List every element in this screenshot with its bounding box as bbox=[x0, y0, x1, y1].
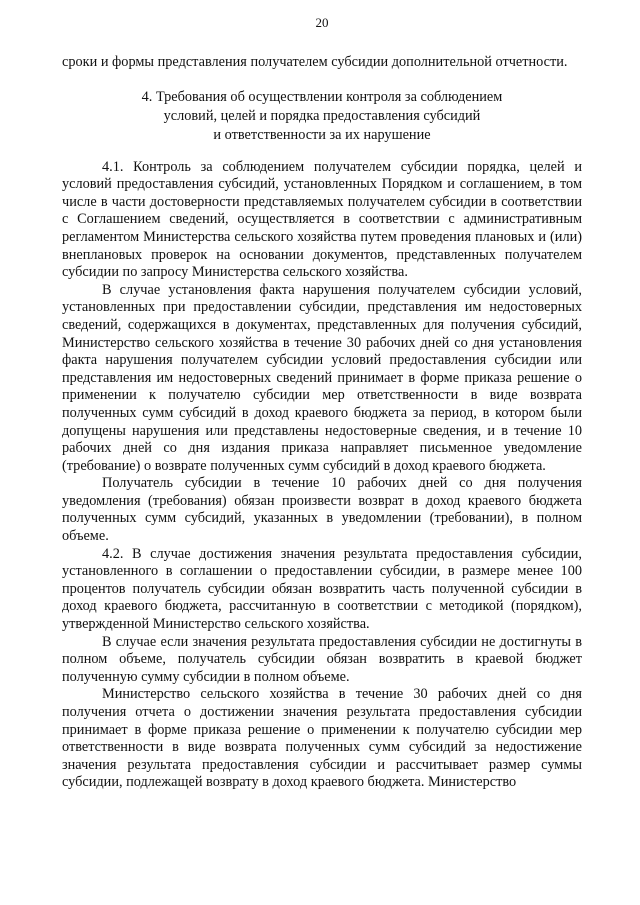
section-heading: 4. Требования об осуществлении контроля за соблюдением условий, целей и порядка предоставления субсидий и ответственности за их нарушение bbox=[141, 88, 503, 143]
paragraph-4-1: 4.1. Контроль за соблюдением получателем субсидии порядка, целей и условий предоставления субсидий, установленных Порядком и соглашением, в том числе в части достоверности представляемых получателем субсидии в соответствии с Соглашением сведений, осуществляется в соответствии с административным регламентом Министерства сельского хозяйства путем проведения плановых и (или) внеплановых проверок на основании документов, представленных получателем субсидии по запросу Министерства сельского хозяйства. bbox=[62, 158, 582, 281]
paragraph-not-achieved: В случае если значения результата предоставления субсидии не достигнуты в полном объеме, получатель субсидии обязан возвратить в краевой бюджет полученную сумму субсидии в полном объеме. bbox=[62, 633, 582, 685]
paragraph-refund: Получатель субсидии в течение 10 рабочих дней со дня получения уведомления (требования) обязан произвести возврат в доход краевого бюджета полученных сумм субсидий, указанных в уведомлении (требовании), в полном объеме. bbox=[62, 475, 582, 545]
paragraph-4-2: 4.2. В случае достижения значения результата предоставления субсидии, установленного в соглашении о предоставлении субсидии, в размере менее 100 процентов получатель субсидии обязан возвратить часть полученной субсидии в доход краевого бюджета, рассчитанную в соответствии с методикой (порядком), утвержденной Министерство сельского хозяйства. bbox=[62, 545, 582, 633]
paragraph-violation: В случае установления факта нарушения получателем субсидии условий, установленных при предоставлении субсидии, представления им недостоверных сведений, содержащихся в документах, представленных для получения субсидий, Министерство сельского хозяйства в течение 30 рабочих дней со дня установления факта нарушения получателем субсидии условий предоставления субсидии или представления им недостоверных сведений принимает в форме приказа решение о применении к получателю субсидии мер ответственности в виде возврата полученных сумм субсидий в доход краевого бюджета за период, в котором были допущены нарушения или представлены недостоверные сведения, и в течение 10 рабочих дней со дня издания приказа направляет письменное уведомление (требование) о возврате полученных сумм субсидий в доход краевого бюджета. bbox=[62, 281, 582, 474]
page-number: 20 bbox=[315, 15, 329, 30]
paragraph-ministry-decision: Министерство сельского хозяйства в течение 30 рабочих дней со дня получения отчета о достижении значения результата предоставления субсидии принимает в форме приказа решение о применении к получателю субсидии мер ответственности в виде возврата полученных сумм субсидий за недостижение значения результата предоставления субсидии и рассчитывает размер суммы субсидии, подлежащей возврату в доход краевого бюджета. Министерство bbox=[62, 686, 582, 791]
paragraph-continuation: сроки и формы представления получателем субсидии дополнительной отчетности. bbox=[62, 54, 568, 70]
